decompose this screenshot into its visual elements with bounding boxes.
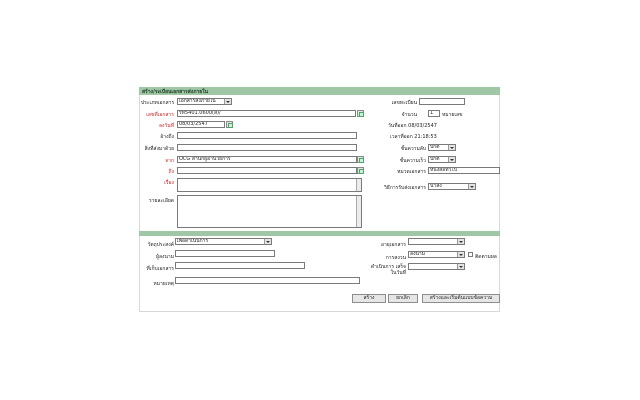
count-field[interactable]: 1	[428, 110, 440, 117]
from-field[interactable]: OCG สำนักผู้อำนวยการ	[177, 156, 357, 163]
position-field[interactable]	[175, 262, 305, 269]
chevron-down-icon	[468, 184, 475, 189]
address-book-icon[interactable]	[357, 167, 364, 174]
save-button[interactable]: สร้าง	[352, 294, 386, 303]
label-subject: อ้างถึง	[160, 134, 174, 140]
label-count: จำนวน	[401, 112, 417, 118]
scrollbar[interactable]	[356, 179, 361, 191]
purpose-select[interactable]	[175, 238, 272, 245]
label-security-level: การสงวน	[385, 255, 406, 261]
save-and-new-button[interactable]: สร้างและเริ่มต้นแบบข้อความ	[422, 294, 500, 303]
security-level-value: ลงนาม	[410, 251, 426, 257]
secrecy-value: ปกติ	[430, 144, 440, 150]
label-owner: ดำเนินการ เสร็จในวันที่	[370, 264, 406, 276]
retention-select[interactable]	[408, 238, 465, 245]
label-details: รายละเอียด	[148, 198, 174, 204]
regarding-textarea[interactable]	[177, 178, 362, 192]
label-note: หมายเหตุ	[153, 281, 174, 287]
owner-select[interactable]	[408, 263, 465, 270]
label-signer: ผู้ลงนาม	[156, 254, 174, 260]
label-count-unit: หมายเลข	[442, 112, 463, 118]
label-date: ลงวันที่	[158, 123, 174, 129]
form-titlebar	[139, 87, 500, 95]
label-attachments: สิ่งที่ส่งมาด้วย	[144, 146, 174, 152]
follow-up-checkbox[interactable]	[468, 252, 473, 257]
scrollbar[interactable]	[356, 196, 361, 227]
note-field[interactable]	[175, 277, 360, 284]
urgency-value: ปกติ	[430, 156, 440, 162]
label-follow-up: ติดตามผล	[475, 254, 497, 260]
chevron-down-icon	[264, 239, 271, 244]
chevron-down-icon	[457, 252, 464, 257]
label-from: จาก	[165, 158, 174, 164]
signer-field[interactable]	[175, 250, 275, 257]
label-regarding: เรื่อง	[164, 180, 174, 186]
label-doc-number: เลขที่เอกสาร	[146, 112, 174, 118]
doc-number-field[interactable]: รท5401.0600(ส)/	[177, 110, 356, 117]
date-field[interactable]: 08/03/2547	[177, 121, 225, 128]
lookup-icon[interactable]	[357, 110, 364, 117]
address-book-icon[interactable]	[357, 156, 364, 163]
section-divider	[139, 231, 500, 236]
label-reg-number: เลขทะเบียน	[391, 100, 417, 106]
chevron-down-icon	[457, 264, 464, 269]
label-secrecy: ชั้นความลับ	[400, 146, 426, 152]
chevron-down-icon	[224, 99, 231, 104]
label-purpose: วัตถุประสงค์	[147, 242, 174, 248]
label-doc-type: ประเภทเอกสาร	[141, 100, 175, 106]
received-time: เวลาที่ออก 21:18:53	[390, 134, 437, 140]
attachments-field[interactable]	[177, 144, 357, 151]
received-date: วันที่ออก 08/03/2547	[388, 123, 437, 129]
chevron-down-icon	[457, 239, 464, 244]
form-title: สร้าง/ระเบียนเอกสารส่งภายใน	[142, 89, 209, 95]
doc-type-value: เอกสารส่งภายใน	[179, 98, 216, 104]
send-method-select[interactable]	[428, 183, 476, 190]
doc-group-field[interactable]: หนังสือทั่วไป	[428, 167, 500, 174]
label-to: ถึง	[168, 169, 174, 175]
label-doc-group: หมวดเอกสาร	[397, 169, 426, 175]
security-level-select[interactable]	[408, 251, 465, 258]
chevron-down-icon	[448, 157, 455, 162]
calendar-icon[interactable]	[226, 121, 233, 128]
label-retention: อายุเอกสาร	[380, 242, 406, 248]
to-field[interactable]	[177, 167, 357, 174]
reg-number-field[interactable]	[419, 98, 465, 105]
urgency-select[interactable]	[428, 156, 456, 163]
label-send-method: วิธีการรับส่งเอกสาร	[383, 185, 426, 191]
subject-field[interactable]	[177, 132, 357, 139]
cancel-button[interactable]: ยกเลิก	[388, 294, 418, 303]
secrecy-select[interactable]	[428, 144, 456, 151]
label-urgency: ชั้นความเร็ว	[399, 158, 426, 164]
purpose-value: เพื่อดำเนินการ	[177, 238, 209, 244]
label-position: ที่เก็บเอกสาร	[146, 266, 174, 272]
doc-type-select[interactable]	[177, 98, 232, 105]
chevron-down-icon	[448, 145, 455, 150]
details-textarea[interactable]	[177, 195, 362, 228]
send-method-value: นำส่ง	[430, 183, 442, 189]
